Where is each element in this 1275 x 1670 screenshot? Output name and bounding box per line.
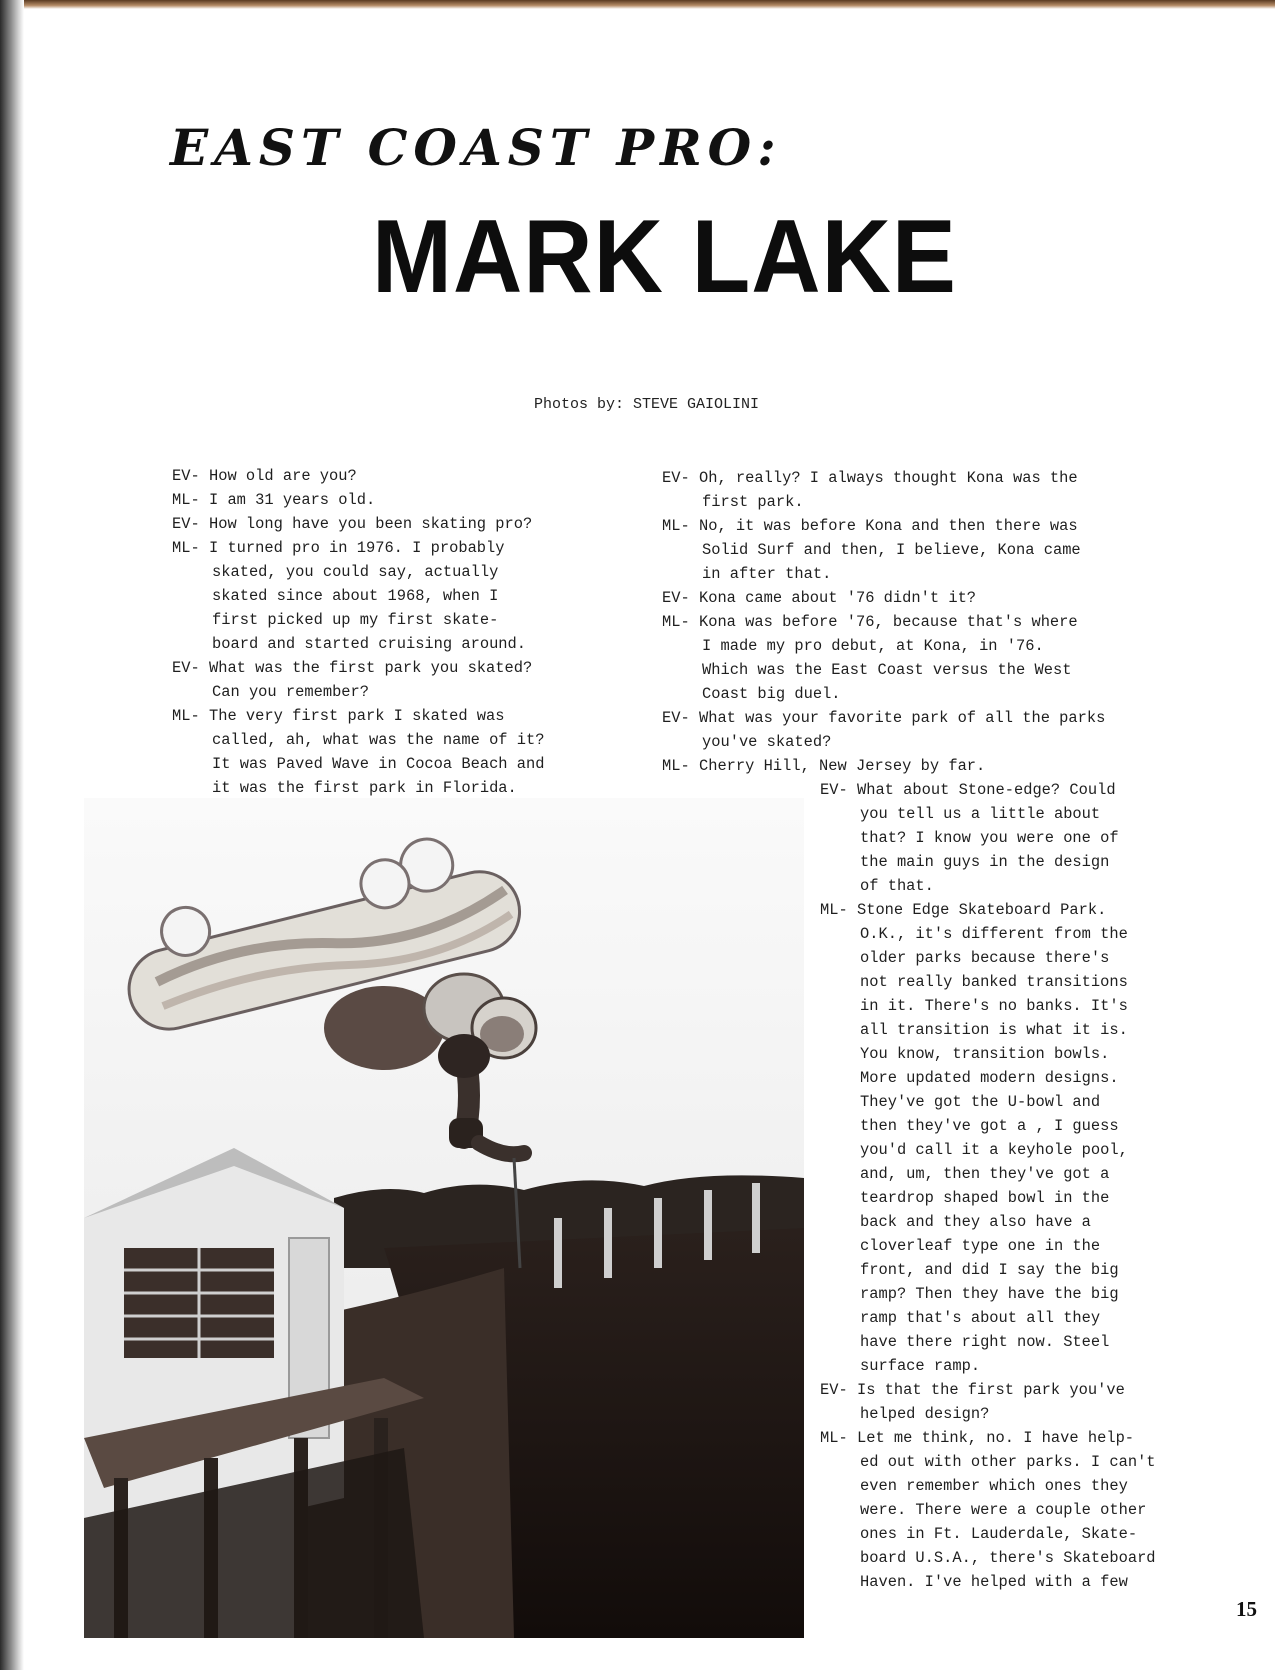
interview-continuation-line [820, 850, 1180, 874]
interview-continuation-line [820, 874, 1180, 898]
page-title: MARK LAKE [372, 199, 957, 315]
interview-text: What was your favorite park of all the parks [698, 709, 1106, 727]
interview-turn-line [662, 706, 1132, 730]
interview-continuation-line [820, 826, 1180, 850]
interview-continuation-line [820, 970, 1180, 994]
interview-text: and, um, then they've got a [860, 1165, 1110, 1183]
interview-text: ramp? Then they have the big [860, 1285, 1119, 1303]
page-number: 15 [1236, 1597, 1257, 1621]
interview-continuation-line [820, 1546, 1180, 1570]
skater-photo-illustration [84, 798, 804, 1638]
interview-text: Cherry Hill, New Jersey by far. [698, 757, 986, 775]
interview-continuation-line [172, 680, 602, 704]
interview-text: Can you remember? [212, 683, 370, 701]
kicker-heading: EAST COAST PRO: [170, 118, 782, 177]
interview-continuation-line [662, 730, 1132, 754]
interview-turn-line [172, 512, 602, 536]
interview-continuation-line [820, 1210, 1180, 1234]
interview-text: board U.S.A., there's Skateboard [860, 1549, 1156, 1567]
interview-continuation-line [662, 490, 1132, 514]
interview-text: What was the first park you skated? [208, 659, 533, 677]
interview-text: Let me think, no. I have help- [856, 1429, 1135, 1447]
interview-continuation-line [820, 1066, 1180, 1090]
interview-text: No, it was before Kona and then there was [698, 517, 1078, 535]
interview-turn-line [820, 898, 1180, 922]
interview-text: I am 31 years old. [208, 491, 376, 509]
speaker-label: ML- [172, 491, 200, 509]
interview-continuation-line [662, 634, 1132, 658]
interview-text: older parks because there's [860, 949, 1110, 967]
interview-continuation-line [172, 584, 602, 608]
speaker-label: ML- [172, 539, 200, 557]
interview-turn-line [172, 536, 602, 560]
interview-text: How long have you been skating pro? [208, 515, 533, 533]
speaker-label: ML- [820, 1429, 848, 1447]
speaker-label: EV- [172, 659, 200, 677]
photo-credit: Photos by: STEVE GAIOLINI [534, 396, 760, 413]
interview-continuation-line [820, 1138, 1180, 1162]
interview-continuation-line [820, 1042, 1180, 1066]
interview-continuation-line [820, 994, 1180, 1018]
interview-text: of that. [860, 877, 934, 895]
skater-photo [84, 798, 804, 1638]
interview-turn-line [172, 656, 602, 680]
interview-text: They've got the U-bowl and [860, 1093, 1101, 1111]
interview-text: back and they also have a [860, 1213, 1091, 1231]
interview-continuation-line [662, 562, 1132, 586]
interview-right-column-top [662, 466, 1132, 778]
interview-text: Solid Surf and then, I believe, Kona came [702, 541, 1081, 559]
interview-text: ramp that's about all they [860, 1309, 1101, 1327]
interview-continuation-line [172, 560, 602, 584]
interview-text: Oh, really? I always thought Kona was the [698, 469, 1078, 487]
speaker-label: EV- [662, 589, 690, 607]
interview-text: The very first park I skated was [208, 707, 505, 725]
speaker-label: EV- [820, 1381, 848, 1399]
speaker-label: EV- [662, 469, 690, 487]
interview-text: How old are you? [208, 467, 357, 485]
interview-text: I turned pro in 1976. I probably [208, 539, 505, 557]
interview-continuation-line [172, 728, 602, 752]
speaker-label: EV- [172, 467, 200, 485]
interview-turn-line [662, 466, 1132, 490]
interview-text: that? I know you were one of [860, 829, 1119, 847]
interview-text: Kona was before '76, because that's where [698, 613, 1078, 631]
speaker-label: EV- [662, 709, 690, 727]
interview-turn-line [662, 514, 1132, 538]
interview-turn-line [662, 610, 1132, 634]
interview-text: Kona came about '76 didn't it? [698, 589, 977, 607]
interview-text: ones in Ft. Lauderdale, Skate- [860, 1525, 1138, 1543]
interview-turn-line [172, 704, 602, 728]
interview-text: surface ramp. [860, 1357, 981, 1375]
interview-continuation-line [820, 946, 1180, 970]
interview-text: Is that the first park you've [856, 1381, 1125, 1399]
interview-text: Haven. I've helped with a few [860, 1573, 1128, 1591]
interview-continuation-line [820, 802, 1180, 826]
interview-text: the main guys in the design [860, 853, 1110, 871]
interview-text: helped design? [860, 1405, 990, 1423]
interview-text: first park. [702, 493, 804, 511]
interview-text: front, and did I say the big [860, 1261, 1119, 1279]
speaker-label: ML- [172, 707, 200, 725]
interview-continuation-line [662, 682, 1132, 706]
interview-continuation-line [820, 1354, 1180, 1378]
interview-text: it was the first park in Florida. [212, 779, 517, 797]
interview-turn-line [172, 464, 602, 488]
interview-continuation-line [820, 1450, 1180, 1474]
interview-continuation-line [820, 1306, 1180, 1330]
interview-continuation-line [820, 1474, 1180, 1498]
interview-continuation-line [820, 1162, 1180, 1186]
interview-continuation-line [820, 1498, 1180, 1522]
interview-text: in it. There's no banks. It's [860, 997, 1128, 1015]
speaker-label: ML- [820, 901, 848, 919]
interview-turn-line [820, 778, 1180, 802]
interview-text: board and started cruising around. [212, 635, 527, 653]
speaker-label: EV- [820, 781, 848, 799]
interview-text: You know, transition bowls. [860, 1045, 1110, 1063]
interview-text: even remember which ones they [860, 1477, 1128, 1495]
interview-turn-line [662, 586, 1132, 610]
interview-text: not really banked transitions [860, 973, 1128, 991]
interview-text: teardrop shaped bowl in the [860, 1189, 1110, 1207]
interview-continuation-line [820, 1330, 1180, 1354]
interview-continuation-line [820, 1234, 1180, 1258]
interview-continuation-line [820, 1090, 1180, 1114]
interview-text: Coast big duel. [702, 685, 841, 703]
interview-text: in after that. [702, 565, 832, 583]
interview-continuation-line [172, 752, 602, 776]
interview-continuation-line [820, 1522, 1180, 1546]
interview-continuation-line [662, 658, 1132, 682]
page-binding-edge [0, 0, 24, 1670]
interview-text: skated, you could say, actually [212, 563, 499, 581]
interview-text: O.K., it's different from the [860, 925, 1128, 943]
interview-continuation-line [820, 1018, 1180, 1042]
interview-continuation-line [172, 632, 602, 656]
speaker-label: ML- [662, 757, 690, 775]
interview-continuation-line [172, 608, 602, 632]
speaker-label: EV- [172, 515, 200, 533]
interview-text: I made my pro debut, at Kona, in '76. [702, 637, 1044, 655]
interview-text: you've skated? [702, 733, 832, 751]
interview-turn-line [172, 488, 602, 512]
interview-text: were. There were a couple other [860, 1501, 1147, 1519]
speaker-label: ML- [662, 517, 690, 535]
interview-continuation-line [172, 776, 602, 800]
interview-continuation-line [820, 1258, 1180, 1282]
interview-right-column-bottom [820, 778, 1180, 1594]
interview-text: first picked up my first skate- [212, 611, 499, 629]
interview-text: It was Paved Wave in Cocoa Beach and [212, 755, 545, 773]
interview-left-column [172, 464, 602, 800]
interview-continuation-line [820, 1186, 1180, 1210]
interview-turn-line [820, 1378, 1180, 1402]
speaker-label: ML- [662, 613, 690, 631]
interview-turn-line [662, 754, 1132, 778]
interview-text: Which was the East Coast versus the West [702, 661, 1072, 679]
interview-text: have there right now. Steel [860, 1333, 1110, 1351]
interview-text: all transition is what it is. [860, 1021, 1128, 1039]
interview-text: What about Stone-edge? Could [856, 781, 1116, 799]
interview-text: you'd call it a keyhole pool, [860, 1141, 1128, 1159]
interview-text: skated since about 1968, when I [212, 587, 499, 605]
page-top-edge [0, 0, 1275, 9]
interview-text: cloverleaf type one in the [860, 1237, 1101, 1255]
interview-continuation-line [820, 1570, 1180, 1594]
interview-turn-line [820, 1426, 1180, 1450]
interview-continuation-line [820, 1402, 1180, 1426]
interview-continuation-line [820, 922, 1180, 946]
interview-text: More updated modern designs. [860, 1069, 1119, 1087]
interview-text: ed out with other parks. I can't [860, 1453, 1156, 1471]
interview-continuation-line [820, 1114, 1180, 1138]
interview-continuation-line [820, 1282, 1180, 1306]
interview-text: then they've got a , I guess [860, 1117, 1119, 1135]
interview-text: Stone Edge Skateboard Park. [856, 901, 1107, 919]
interview-text: called, ah, what was the name of it? [212, 731, 545, 749]
interview-continuation-line [662, 538, 1132, 562]
interview-text: you tell us a little about [860, 805, 1101, 823]
